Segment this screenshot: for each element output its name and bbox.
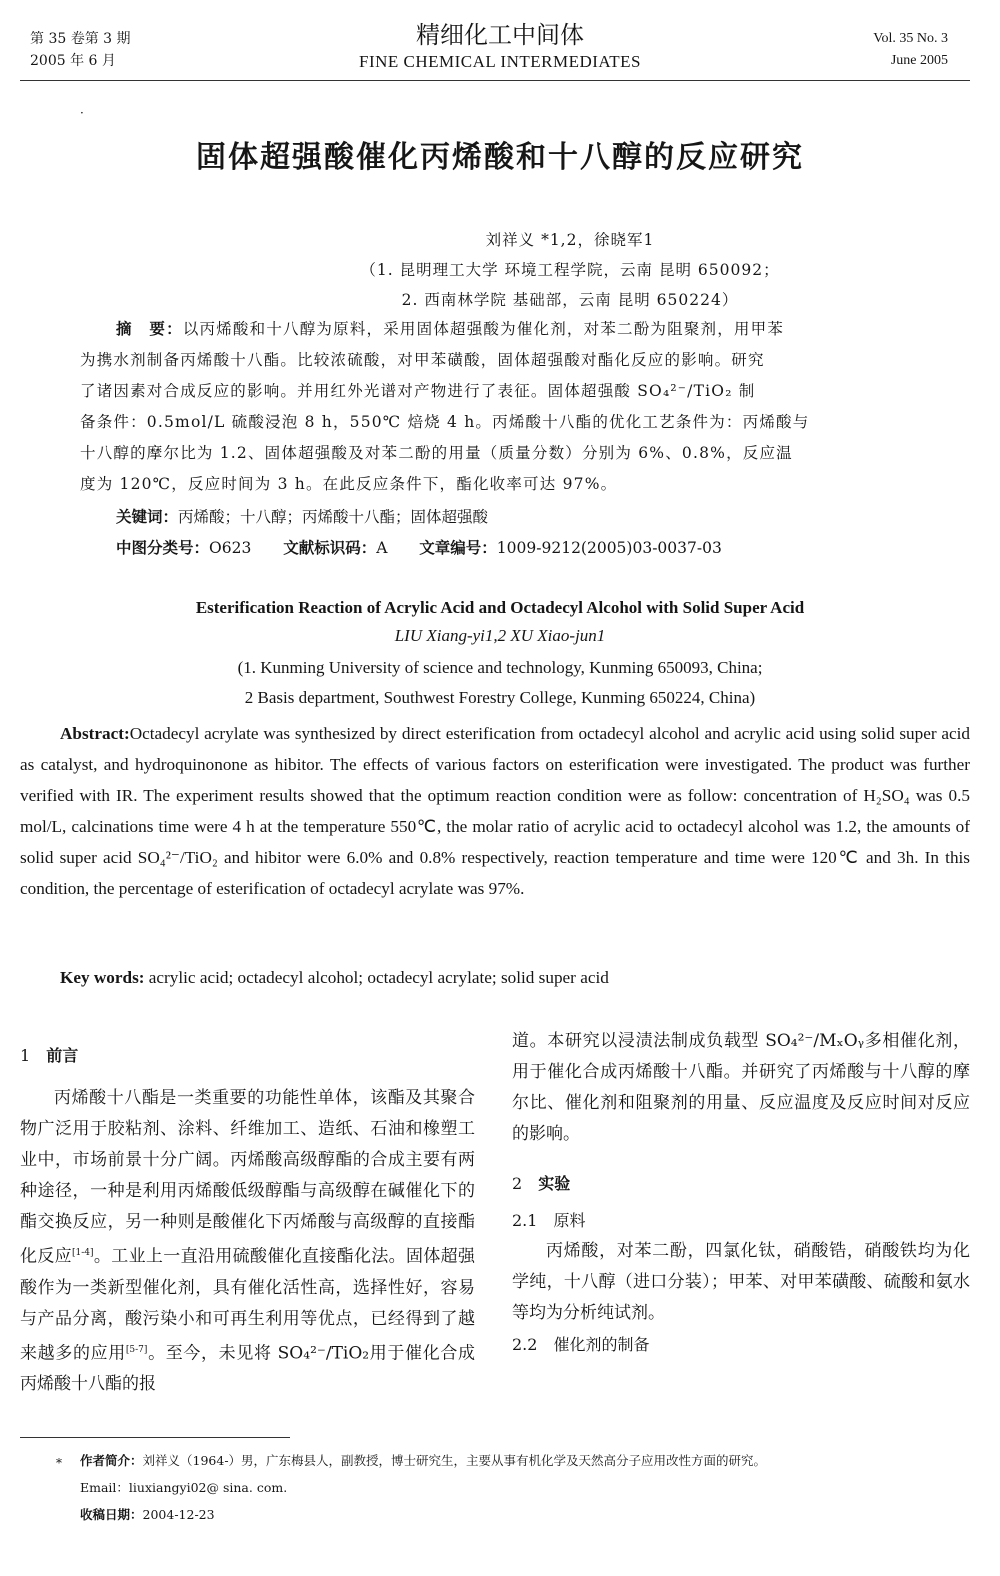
footnote-author	[80, 1450, 766, 1472]
abstract-cn-line: 十八醇的摩尔比为 1.2、固体超强酸及对苯二酚的用量（质量分数）分别为 6%、0.8%，反应温	[80, 444, 793, 462]
section-1-heading	[20, 1040, 475, 1071]
section-1-text-c: 。至今，未见将 SO₄²⁻/TiO₂用于催化合成丙烯酸十八酯的报	[20, 1343, 475, 1395]
date-cn: 2005 年 6 月	[30, 53, 116, 69]
title-cn: 固体超强酸催化丙烯酸和十八醇的反应研究	[196, 140, 804, 175]
section-1-text: 丙烯酸十八酯是一类重要的功能性单体，该酯及其聚合物广泛用于胶粘剂、涂料、纤维加工、造纸、石油和橡塑工业中，市场前景十分广阔。丙烯酸高级醇酯的合成主要有两种途径，一种是利用丙烯酸低级醇酯与高级醇在碱催化下的酯交换反应，另一种则是酸催化下丙烯酸与高级醇的直接酯化反应	[20, 1088, 475, 1267]
subsection-2-2-title: 催化剂的制备	[553, 1335, 650, 1354]
footnote-received-date: 2004-12-23	[142, 1507, 215, 1522]
abstract-cn-line: 为携水剂制备丙烯酸十八酯。比较浓硫酸，对甲苯磺酸，固体超强酸对酯化反应的影响。研究	[80, 351, 765, 369]
section-2-number: 2	[512, 1174, 523, 1193]
section-1-text-b: 。工业上一直沿用硫酸催化直接酯化法。固体超强酸作为一类新型催化剂，具有催化活性高，选择性好，容易与产品分离，酸污染小和可再生利用等优点，已经得到了越来越多的应用	[20, 1246, 476, 1364]
volume-info	[873, 28, 948, 72]
affiliation-en-2: 2 Basis department, Southwest Forestry College, Kunming 650224, China)	[244, 688, 756, 707]
section-1-continuation: 道。本研究以浸渍法制成负载型 SO₄²⁻/MₓOᵧ多相催化剂，用于催化合成丙烯酸十八酯。并研究了丙烯酸与十八醇的摩尔比、催化剂和阻聚剂的用量、反应温度及反应时间对反应的影响。	[512, 1031, 970, 1144]
doc-code-value: A	[376, 539, 388, 557]
keywords-en-text: acrylic acid; octadecyl alcohol; octadecyl acrylate; solid super acid	[148, 968, 609, 987]
abstract-cn-line: 以丙烯酸和十八醇为原料，采用固体超强酸为催化剂，对苯二酚为阻聚剂，用甲苯	[182, 320, 785, 338]
subsection-2-1-heading	[512, 1205, 970, 1236]
title-en: Esterification Reaction of Acrylic Acid and Octadecyl Alcohol with Solid Super Acid	[195, 598, 805, 617]
right-column	[512, 1026, 970, 1360]
citation-5-7: [5-7]	[125, 1344, 148, 1355]
subsection-2-2-number: 2.2	[512, 1335, 538, 1354]
keywords-en-label: Key words:	[60, 968, 145, 987]
abstract-cn-line: 了诸因素对合成反应的影响。并用红外光谱对产物进行了表征。固体超强酸 SO₄²⁻/TiO₂ 制	[80, 382, 756, 400]
abstract-en	[20, 718, 970, 904]
affiliation-cn-1: （1. 昆明理工大学 环境工程学院，云南 昆明 650092；	[360, 261, 780, 279]
section-1-number: 1	[20, 1046, 31, 1065]
journal-name-cn: 精细化工中间体	[416, 21, 584, 49]
citation-1-4: [1-4]	[72, 1248, 94, 1258]
print-mark: ·	[80, 106, 84, 120]
article-number-value: 1009-9212(2005)03-0037-03	[496, 539, 722, 557]
journal-name-en: FINE CHEMICAL INTERMEDIATES	[358, 52, 642, 71]
header-rule	[20, 80, 970, 81]
section-2-heading	[512, 1168, 970, 1199]
journal-header	[0, 20, 1000, 74]
footnote-rule	[20, 1437, 290, 1438]
clc-value: O623	[209, 539, 252, 557]
keywords-cn	[116, 505, 488, 527]
affiliation-en-1: (1. Kunming University of science and technology, Kunming 650093, China;	[237, 658, 763, 677]
clc-label: 中图分类号：	[116, 539, 210, 557]
authors-cn: 刘祥义 *1,2，徐晓军1	[485, 231, 655, 249]
keywords-cn-text: 丙烯酸；十八醇；丙烯酸十八酯；固体超强酸	[178, 508, 489, 526]
date-en: June 2005	[890, 53, 948, 68]
abstract-cn-label: 摘 要：	[116, 320, 183, 338]
footnote-author-text: 刘祥义（1964-）男，广东梅县人，副教授，博士研究生，主要从事有机化学及天然高分子应用改性方面的研究。	[142, 1453, 767, 1468]
footnote-mark: *	[56, 1456, 62, 1470]
doc-code-label: 文献标识码：	[283, 539, 377, 557]
abstract-cn-line: 备条件：0.5mol/L 硫酸浸泡 8 h，550℃ 焙烧 4 h。丙烯酸十八酯的优化工艺条件为：丙烯酸与	[80, 413, 810, 431]
subsection-2-2-heading	[512, 1329, 970, 1360]
authors-en: LIU Xiang-yi1,2 XU Xiao-jun1	[394, 626, 606, 645]
footnote-received-label: 收稿日期：	[80, 1507, 143, 1522]
subsection-2-1-text: 丙烯酸，对苯二酚，四氯化钛，硝酸锆，硝酸铁均为化学纯，十八醇（进口分装）；甲苯、对甲苯磺酸、硫酸和氨水等均为分析纯试剂。	[512, 1241, 970, 1323]
volume-en: Vol. 35 No. 3	[873, 31, 948, 46]
keywords-en	[60, 968, 609, 988]
section-1-paragraph	[20, 1083, 475, 1400]
affiliation-cn-2: 2. 西南林学院 基础部，云南 昆明 650224）	[401, 291, 739, 309]
abstract-cn	[80, 314, 970, 500]
subsection-2-1-number: 2.1	[512, 1211, 538, 1230]
abstract-en-label: Abstract:	[60, 724, 130, 743]
section-1-title: 前言	[46, 1046, 79, 1065]
footnote-received	[80, 1504, 215, 1526]
footnote-email: Email：liuxiangyi02@ sina. com.	[80, 1480, 288, 1495]
keywords-cn-label: 关键词：	[116, 508, 179, 526]
abstract-cn-line: 度为 120℃，反应时间为 3 h。在此反应条件下，酯化收率可达 97%。	[80, 475, 618, 493]
issue-cn: 第 35 卷第 3 期	[30, 31, 131, 47]
section-2-title: 实验	[538, 1174, 571, 1193]
left-column	[20, 1040, 475, 1400]
article-number-label: 文章编号：	[419, 539, 497, 557]
footnote-author-label: 作者简介：	[80, 1453, 143, 1468]
abstract-en-text: Octadecyl acrylate was synthesized by direct esterification from octadecyl alcohol and acrylic acid using solid super acid as catalyst, and hydroquinonone as hibitor. The effects of various factors on esterification were investigated. The product was further verified with IR. The experiment results showed that the optimum reaction condition were as follow: concentration of H₂SO₄ was 0.5 mol/L, calcinations time were 4 h at the temperature 550℃, the molar ratio of acrylic acid to octadecyl alcohol was 1.2, the amounts of solid super acid SO₄²⁻/TiO₂ and hibitor were 6.0% and 0.8% respectively, reaction temperature and time were 120℃ and 3h. In this condition, the percentage of esterification of octadecyl acrylate was 97%.	[20, 724, 970, 898]
classification-line	[116, 536, 722, 558]
subsection-2-1-title: 原料	[553, 1211, 586, 1230]
